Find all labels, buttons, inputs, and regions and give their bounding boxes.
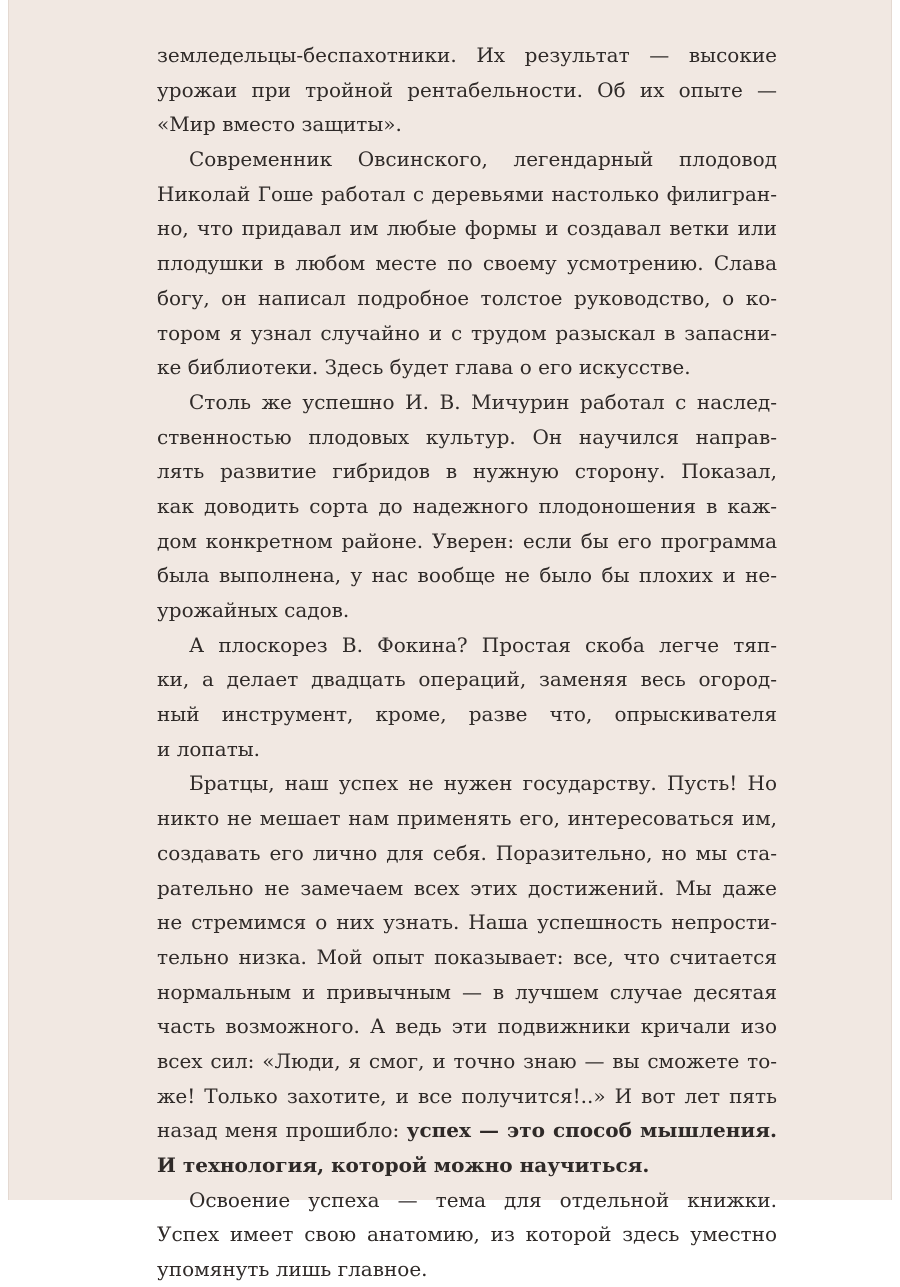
- text-line: создавать его лично для себя. Поразительно, но мы ста-: [157, 840, 777, 865]
- text-line: ный инструмент, кроме, разве что, опрыскивателя: [157, 702, 777, 727]
- text-line: рательно не замечаем всех этих достижений. Мы даже: [157, 875, 777, 900]
- bold-text-line: И технология, которой можно научиться.: [157, 1153, 650, 1177]
- text-line: нормальным и привычным — в лучшем случае десятая: [157, 979, 777, 1004]
- text-line: А плоскорез В. Фокина? Простая скоба легче тяп-: [189, 632, 777, 657]
- text-line: как доводить сорта до надежного плодоношения в каж-: [157, 493, 777, 518]
- text-line: ки, а делает двадцать операций, заменяя весь огород-: [157, 667, 777, 692]
- text-line: не стремимся о них узнать. Наша успешность непрости-: [157, 910, 777, 935]
- text-line: ственностью плодовых культур. Он научился направ-: [157, 424, 777, 449]
- text-line: ке библиотеки. Здесь будет глава о его искусстве.: [157, 355, 691, 380]
- text-line: часть возможного. А ведь эти подвижники кричали изо: [157, 1014, 777, 1039]
- text-line: Николай Гоше работал с деревьями настолько филигран-: [157, 181, 777, 206]
- text-line: Успех имеет свою анатомию, из которой здесь уместно: [157, 1222, 777, 1247]
- text-line-mixed: [157, 1113, 777, 1148]
- text-line: никто не мешает нам применять его, интересоваться им,: [157, 806, 777, 831]
- text-line: тельно низка. Мой опыт показывает: все, что считается: [157, 944, 777, 969]
- text-line: Братцы, наш успех не нужен государству. Пусть! Но: [189, 771, 777, 796]
- text-line: Современник Овсинского, легендарный плодовод: [189, 147, 777, 172]
- text-line: Столь же успешно И. В. Мичурин работал с наслед-: [189, 389, 777, 414]
- text-line: Освоение успеха — тема для отдельной книжки.: [189, 1187, 777, 1212]
- text-line: же! Только захотите, и все получится!..» И вот лет пять: [157, 1083, 777, 1108]
- text-line: богу, он написал подробное толстое руководство, о ко-: [157, 285, 777, 310]
- text-line: тором я узнал случайно и с трудом разыскал в запасни-: [157, 320, 777, 345]
- body-text: [157, 38, 777, 1287]
- book-page: [8, 0, 892, 1282]
- text-line: была выполнена, у нас вообще не было бы плохих и не-: [157, 563, 777, 588]
- bold-text-run: успех — это способ мышления.: [406, 1118, 777, 1143]
- text-run: назад меня прошибло:: [157, 1118, 407, 1143]
- text-line: земледельцы-беспахотники. Их результат — высокие: [157, 43, 777, 67]
- text-line: упомянуть лишь главное.: [157, 1257, 428, 1282]
- text-line: «Мир вместо защиты».: [157, 112, 402, 137]
- text-line: плодушки в любом месте по своему усмотрению. Слава: [157, 251, 777, 276]
- text-line: урожаи при тройной рентабельности. Об их опыте —: [157, 77, 777, 102]
- text-line: дом конкретном районе. Уверен: если бы его программа: [157, 528, 777, 553]
- text-line: всех сил: «Люди, я смог, и точно знаю — вы сможете то-: [157, 1048, 777, 1073]
- text-line: лять развитие гибридов в нужную сторону. Показал,: [157, 459, 777, 484]
- text-line: и лопаты.: [157, 736, 261, 761]
- text-line: но, что придавал им любые формы и создавал ветки или: [157, 216, 777, 241]
- text-line: урожайных садов.: [157, 598, 350, 622]
